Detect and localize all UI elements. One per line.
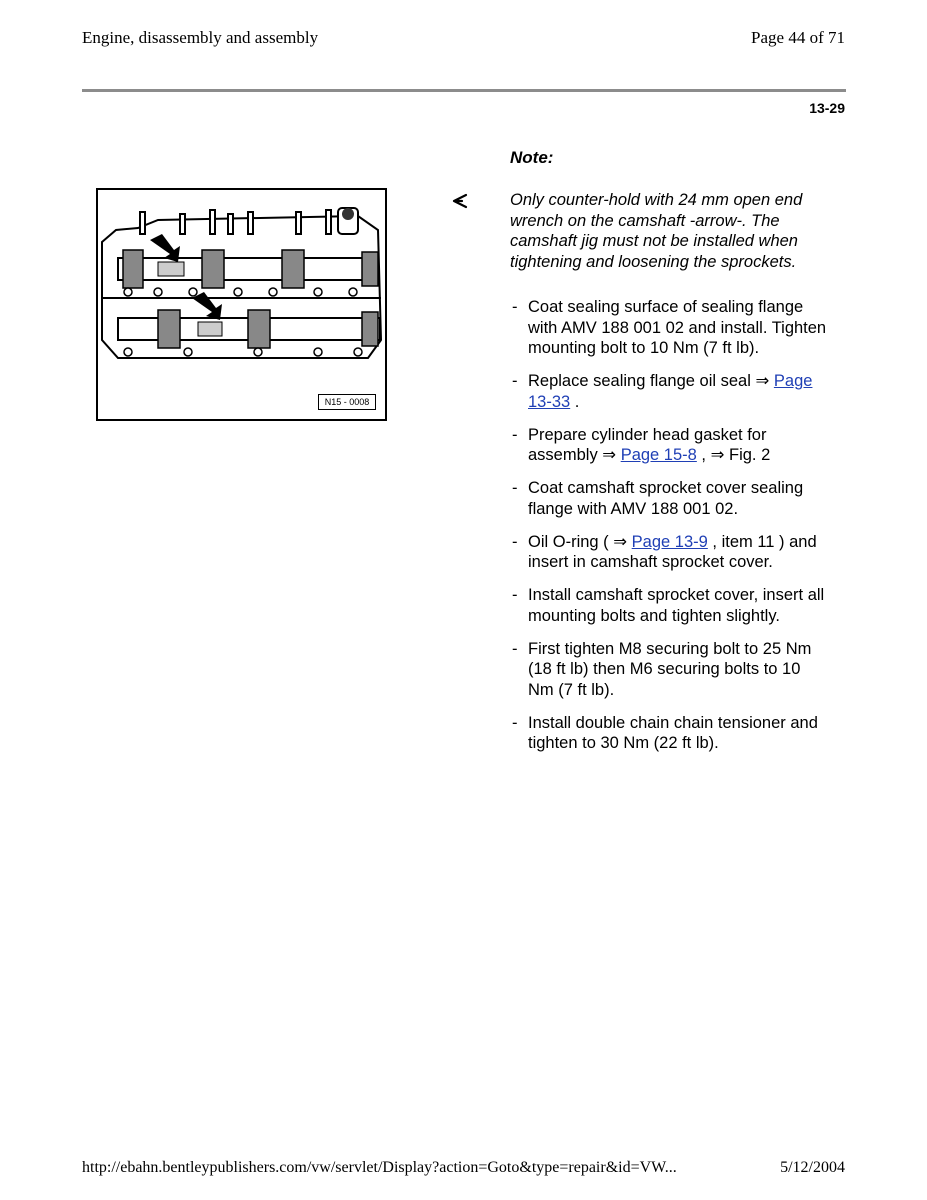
list-item <box>512 297 830 359</box>
header-title: Engine, disassembly and assembly <box>82 28 319 47</box>
bullet-dash: - <box>512 532 518 551</box>
step-text: Replace sealing flange oil seal ⇒ <box>528 372 774 390</box>
pointer-arrow-icon <box>452 193 470 209</box>
step-text: Install camshaft sprocket cover, insert all mounting bolts and tighten slightly. <box>528 586 825 625</box>
page-13-9-link[interactable]: Page 13-9 <box>631 532 708 551</box>
bullet-dash: - <box>512 639 518 658</box>
bullet-dash: - <box>512 586 518 604</box>
header-divider <box>82 89 846 92</box>
bullet-dash: - <box>512 425 518 444</box>
step-text: First tighten M8 securing bolt to 25 Nm (18 ft lb) then M6 securing bolts to 10 Nm (7 ft lb). <box>528 639 812 699</box>
list-item <box>512 639 830 701</box>
cylinder-head-drawing <box>98 190 385 419</box>
list-item <box>512 478 830 519</box>
step-text-tail: , item 11 ) and insert in camshaft sprocket cover. <box>528 532 817 571</box>
step-text: Coat sealing surface of sealing flange with AMV 188 001 02 and install. Tighten mounting bolt to 10 Nm (7 ft lb). <box>528 298 827 357</box>
list-item <box>512 713 830 754</box>
list-item <box>512 532 830 573</box>
note-text: Only counter-hold with 24 mm open end wrench on the camshaft -arrow-. The camshaft jig must not be installed when tightening and loosening the sprockets. <box>510 191 803 271</box>
step-text-tail: , ⇒ Fig. 2 <box>696 446 771 464</box>
note-title: Note: <box>510 148 554 167</box>
camshaft-illustration <box>96 188 387 421</box>
list-item <box>512 371 830 412</box>
figure-label: N15 - 0008 <box>318 394 376 410</box>
bullet-dash: - <box>512 372 518 390</box>
page-number: Page 44 of 71 <box>751 28 845 47</box>
step-text-tail: . <box>570 392 580 411</box>
page-13-33-link[interactable]: Page 13-33 <box>528 372 813 411</box>
footer-date: 5/12/2004 <box>780 1159 845 1176</box>
procedure-steps <box>512 297 830 766</box>
step-text: Oil O-ring ( ⇒ <box>528 532 632 551</box>
list-item <box>512 425 830 466</box>
step-text: Coat camshaft sprocket cover sealing flange with AMV 188 001 02. <box>528 479 804 518</box>
bullet-dash: - <box>512 713 518 732</box>
footer-url: http://ebahn.bentleypublishers.com/vw/servlet/Display?action=Goto&type=repair&id=VW... <box>82 1159 677 1176</box>
step-text: Prepare cylinder head gasket for assembly ⇒ <box>528 425 767 464</box>
list-item <box>512 585 830 626</box>
step-text: Install double chain chain tensioner and tighten to 30 Nm (22 ft lb). <box>528 713 818 752</box>
page-15-8-link[interactable]: Page 15-8 <box>620 446 697 464</box>
bullet-dash: - <box>512 298 518 316</box>
section-code: 13-29 <box>809 100 845 116</box>
bullet-dash: - <box>512 479 518 497</box>
